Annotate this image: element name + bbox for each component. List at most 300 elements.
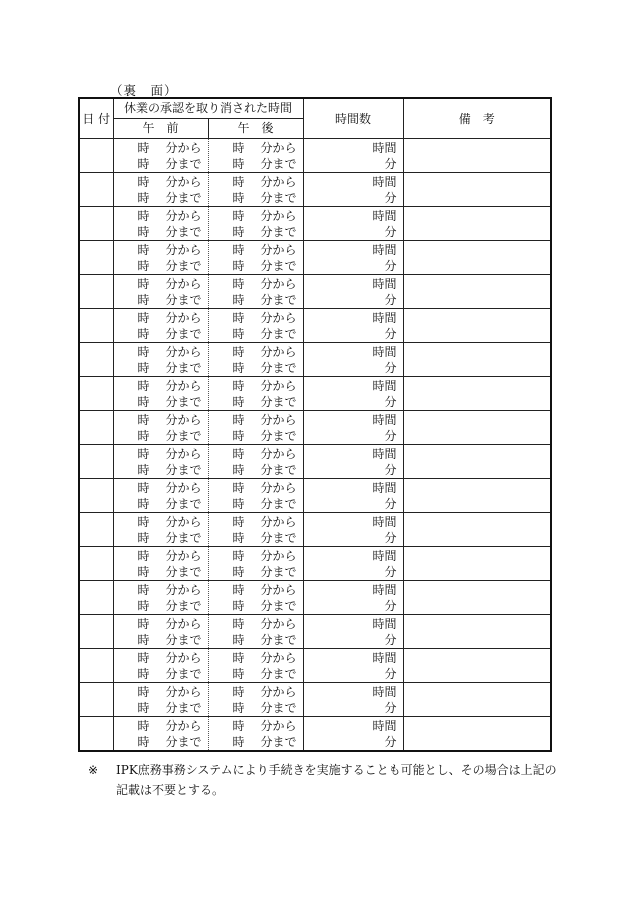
time-from-line: [209, 548, 303, 564]
hours-unit-label: 時間: [372, 650, 397, 665]
hour-label: 時: [232, 276, 245, 291]
am-time-cell[interactable]: [113, 309, 208, 343]
from-label: 分から: [165, 650, 202, 665]
hour-label: 時: [232, 734, 245, 749]
to-label: 分まで: [165, 496, 202, 511]
time-from-line: [209, 344, 303, 360]
hour-label: 時: [232, 224, 245, 239]
hour-label: 時: [137, 156, 150, 171]
date-cell[interactable]: [79, 241, 113, 275]
time-to-line: [209, 224, 303, 240]
pm-time-cell[interactable]: [208, 139, 303, 173]
from-label: 分から: [165, 684, 202, 699]
table-row: [79, 139, 551, 173]
hour-label: 時: [137, 480, 150, 495]
to-label: 分まで: [165, 394, 202, 409]
date-cell[interactable]: [79, 343, 113, 377]
hours-unit-label: 時間: [372, 446, 397, 461]
hour-label: 時: [137, 598, 150, 613]
to-label: 分まで: [165, 666, 202, 681]
hours-unit-label: 時間: [372, 684, 397, 699]
to-label: 分まで: [165, 564, 202, 579]
pm-time-cell[interactable]: [208, 173, 303, 207]
table-row: [79, 581, 551, 615]
hours-cell[interactable]: [303, 513, 403, 547]
to-label: 分まで: [260, 292, 297, 307]
time-from-line: [209, 446, 303, 462]
hours-cell[interactable]: [303, 377, 403, 411]
hour-label: 時: [232, 666, 245, 681]
minutes-unit-label: 分: [384, 700, 397, 715]
table-row: [79, 173, 551, 207]
time-from-line: [114, 616, 208, 632]
to-label: 分まで: [165, 258, 202, 273]
table-row: [79, 275, 551, 309]
table-row: [79, 377, 551, 411]
table-row: [79, 615, 551, 649]
table-row: [79, 649, 551, 683]
remarks-cell[interactable]: [403, 513, 551, 547]
hours-unit-label: 時間: [372, 582, 397, 597]
hours-cell[interactable]: [303, 309, 403, 343]
hour-label: 時: [137, 734, 150, 749]
remarks-cell[interactable]: [403, 343, 551, 377]
date-cell[interactable]: [79, 377, 113, 411]
hour-label: 時: [232, 156, 245, 171]
hour-label: 時: [137, 326, 150, 341]
time-to-line: [209, 326, 303, 342]
hour-label: 時: [137, 242, 150, 257]
to-label: 分まで: [165, 462, 202, 477]
hours-cell[interactable]: [303, 445, 403, 479]
pm-time-cell[interactable]: [208, 343, 303, 377]
am-time-cell[interactable]: [113, 513, 208, 547]
hour-label: 時: [137, 190, 150, 205]
time-from-line: [209, 480, 303, 496]
leave-cancellation-table: [78, 97, 552, 752]
time-to-line: [209, 496, 303, 512]
to-label: 分まで: [260, 462, 297, 477]
remarks-cell[interactable]: [403, 309, 551, 343]
hour-label: 時: [232, 394, 245, 409]
to-label: 分まで: [165, 156, 202, 171]
to-label: 分まで: [260, 360, 297, 375]
hours-unit-label: 時間: [372, 140, 397, 155]
date-cell[interactable]: [79, 411, 113, 445]
remarks-cell[interactable]: [403, 173, 551, 207]
footnote-text: IPK庶務事務システムにより手続きを実施することも可能とし、その場合は上記の記載は不要とする。: [116, 763, 557, 797]
to-label: 分まで: [165, 224, 202, 239]
minutes-unit-label: 分: [384, 632, 397, 647]
from-label: 分から: [165, 616, 202, 631]
hours-cell[interactable]: [303, 581, 403, 615]
hour-label: 時: [232, 292, 245, 307]
hour-label: 時: [232, 412, 245, 427]
to-label: 分まで: [260, 156, 297, 171]
time-to-line: [209, 156, 303, 172]
minutes-unit-label: 分: [384, 326, 397, 341]
minutes-unit-label: 分: [384, 666, 397, 681]
to-label: 分まで: [260, 530, 297, 545]
hours-cell[interactable]: [303, 547, 403, 581]
to-label: 分まで: [260, 564, 297, 579]
minutes-unit-label: 分: [384, 190, 397, 205]
am-time-cell[interactable]: [113, 683, 208, 717]
minutes-unit-label: 分: [384, 258, 397, 273]
date-cell[interactable]: [79, 479, 113, 513]
from-label: 分から: [165, 378, 202, 393]
hour-label: 時: [232, 258, 245, 273]
am-time-cell[interactable]: [113, 241, 208, 275]
minutes-unit-label: 分: [384, 292, 397, 307]
hour-label: 時: [232, 564, 245, 579]
pm-time-cell[interactable]: [208, 717, 303, 752]
hour-label: 時: [137, 548, 150, 563]
pm-time-cell[interactable]: [208, 513, 303, 547]
from-label: 分から: [165, 208, 202, 223]
remarks-cell[interactable]: [403, 547, 551, 581]
hours-cell[interactable]: [303, 615, 403, 649]
hour-label: 時: [137, 344, 150, 359]
hours-cell[interactable]: [303, 207, 403, 241]
pm-time-cell[interactable]: [208, 411, 303, 445]
time-from-line: [209, 276, 303, 292]
pm-time-cell[interactable]: [208, 241, 303, 275]
date-cell[interactable]: [79, 717, 113, 752]
to-label: 分まで: [165, 190, 202, 205]
to-label: 分まで: [260, 394, 297, 409]
time-from-line: [209, 208, 303, 224]
time-to-line: [209, 394, 303, 410]
pm-time-cell[interactable]: [208, 479, 303, 513]
to-label: 分まで: [260, 428, 297, 443]
hour-label: 時: [137, 462, 150, 477]
hour-label: 時: [137, 514, 150, 529]
pm-time-cell[interactable]: [208, 683, 303, 717]
footnote: [88, 760, 558, 800]
time-from-line: [209, 412, 303, 428]
hour-label: 時: [232, 514, 245, 529]
remarks-cell[interactable]: [403, 717, 551, 752]
am-time-cell[interactable]: [113, 411, 208, 445]
time-from-line: [114, 412, 208, 428]
hour-label: 時: [232, 632, 245, 647]
from-label: 分から: [165, 412, 202, 427]
hour-label: 時: [137, 666, 150, 681]
remarks-cell[interactable]: [403, 275, 551, 309]
table-row: [79, 479, 551, 513]
pm-time-cell[interactable]: [208, 649, 303, 683]
time-from-line: [114, 378, 208, 394]
minutes-unit-label: 分: [384, 734, 397, 749]
hour-label: 時: [137, 650, 150, 665]
hour-label: 時: [137, 496, 150, 511]
remarks-cell[interactable]: [403, 241, 551, 275]
time-from-line: [209, 718, 303, 734]
hours-unit-label: 時間: [372, 378, 397, 393]
hour-label: 時: [232, 530, 245, 545]
hour-label: 時: [137, 632, 150, 647]
minutes-unit-label: 分: [384, 496, 397, 511]
minutes-unit-label: 分: [384, 530, 397, 545]
date-cell[interactable]: [79, 445, 113, 479]
hour-label: 時: [137, 224, 150, 239]
time-from-line: [209, 616, 303, 632]
from-label: 分から: [165, 310, 202, 325]
to-label: 分まで: [260, 258, 297, 273]
hours-cell[interactable]: [303, 241, 403, 275]
am-time-cell[interactable]: [113, 581, 208, 615]
time-from-line: [114, 650, 208, 666]
remarks-cell[interactable]: [403, 615, 551, 649]
date-cell[interactable]: [79, 513, 113, 547]
remarks-cell[interactable]: [403, 411, 551, 445]
from-label: 分から: [260, 174, 297, 189]
hour-label: 時: [137, 394, 150, 409]
from-label: 分から: [165, 276, 202, 291]
hours-cell[interactable]: [303, 343, 403, 377]
time-to-line: [209, 564, 303, 580]
date-cell[interactable]: [79, 581, 113, 615]
hours-cell[interactable]: [303, 411, 403, 445]
hours-cell[interactable]: [303, 173, 403, 207]
from-label: 分から: [165, 174, 202, 189]
time-to-line: [114, 564, 208, 580]
header-date: 日 付: [79, 98, 113, 139]
to-label: 分まで: [165, 700, 202, 715]
time-to-line: [209, 700, 303, 716]
from-label: 分から: [260, 514, 297, 529]
hour-label: 時: [232, 360, 245, 375]
am-time-cell[interactable]: [113, 275, 208, 309]
to-label: 分まで: [165, 428, 202, 443]
time-to-line: [114, 224, 208, 240]
date-cell[interactable]: [79, 139, 113, 173]
time-from-line: [114, 446, 208, 462]
time-from-line: [114, 480, 208, 496]
pm-time-cell[interactable]: [208, 547, 303, 581]
time-to-line: [209, 428, 303, 444]
pm-time-cell[interactable]: [208, 615, 303, 649]
am-time-cell[interactable]: [113, 717, 208, 752]
time-from-line: [209, 514, 303, 530]
from-label: 分から: [260, 208, 297, 223]
date-cell[interactable]: [79, 309, 113, 343]
time-to-line: [114, 394, 208, 410]
time-from-line: [209, 582, 303, 598]
time-from-line: [114, 174, 208, 190]
hours-cell[interactable]: [303, 479, 403, 513]
from-label: 分から: [165, 480, 202, 495]
minutes-unit-label: 分: [384, 360, 397, 375]
time-to-line: [114, 700, 208, 716]
from-label: 分から: [260, 310, 297, 325]
am-time-cell[interactable]: [113, 139, 208, 173]
table-row: [79, 343, 551, 377]
hours-unit-label: 時間: [372, 344, 397, 359]
hours-unit-label: 時間: [372, 174, 397, 189]
am-time-cell[interactable]: [113, 207, 208, 241]
time-to-line: [114, 734, 208, 750]
hours-unit-label: 時間: [372, 310, 397, 325]
hours-cell[interactable]: [303, 683, 403, 717]
from-label: 分から: [165, 140, 202, 155]
pm-time-cell[interactable]: [208, 581, 303, 615]
hours-cell[interactable]: [303, 139, 403, 173]
from-label: 分から: [260, 650, 297, 665]
page-label: （裏 面）: [110, 83, 178, 98]
hour-label: 時: [232, 548, 245, 563]
from-label: 分から: [260, 344, 297, 359]
to-label: 分まで: [260, 496, 297, 511]
remarks-cell[interactable]: [403, 377, 551, 411]
to-label: 分まで: [260, 190, 297, 205]
to-label: 分まで: [165, 734, 202, 749]
time-to-line: [114, 258, 208, 274]
hour-label: 時: [137, 140, 150, 155]
hour-label: 時: [137, 378, 150, 393]
hour-label: 時: [232, 650, 245, 665]
pm-time-cell[interactable]: [208, 309, 303, 343]
date-cell[interactable]: [79, 615, 113, 649]
remarks-cell[interactable]: [403, 445, 551, 479]
date-cell[interactable]: [79, 547, 113, 581]
to-label: 分まで: [260, 734, 297, 749]
from-label: 分から: [260, 718, 297, 733]
hour-label: 時: [232, 140, 245, 155]
hour-label: 時: [137, 276, 150, 291]
hour-label: 時: [232, 208, 245, 223]
hour-label: 時: [137, 292, 150, 307]
time-from-line: [114, 140, 208, 156]
time-to-line: [209, 292, 303, 308]
hours-unit-label: 時間: [372, 276, 397, 291]
hour-label: 時: [137, 582, 150, 597]
hour-label: 時: [137, 360, 150, 375]
header-canceled-time: 休業の承認を取り消された時間: [113, 98, 303, 119]
from-label: 分から: [260, 480, 297, 495]
am-time-cell[interactable]: [113, 615, 208, 649]
hour-label: 時: [232, 462, 245, 477]
to-label: 分まで: [165, 530, 202, 545]
from-label: 分から: [260, 378, 297, 393]
header-am: 午 前: [113, 119, 208, 139]
date-cell[interactable]: [79, 207, 113, 241]
am-time-cell[interactable]: [113, 343, 208, 377]
hour-label: 時: [232, 700, 245, 715]
from-label: 分から: [260, 446, 297, 461]
am-time-cell[interactable]: [113, 479, 208, 513]
time-from-line: [114, 310, 208, 326]
time-from-line: [114, 208, 208, 224]
time-from-line: [209, 684, 303, 700]
date-cell[interactable]: [79, 649, 113, 683]
from-label: 分から: [260, 582, 297, 597]
remarks-cell[interactable]: [403, 479, 551, 513]
time-to-line: [114, 428, 208, 444]
time-from-line: [209, 174, 303, 190]
time-to-line: [114, 462, 208, 478]
from-label: 分から: [165, 548, 202, 563]
to-label: 分まで: [260, 224, 297, 239]
am-time-cell[interactable]: [113, 173, 208, 207]
minutes-unit-label: 分: [384, 462, 397, 477]
hours-unit-label: 時間: [372, 480, 397, 495]
table-row: [79, 411, 551, 445]
hour-label: 時: [137, 208, 150, 223]
hours-unit-label: 時間: [372, 514, 397, 529]
pm-time-cell[interactable]: [208, 207, 303, 241]
to-label: 分まで: [165, 632, 202, 647]
pm-time-cell[interactable]: [208, 445, 303, 479]
header-pm: 午 後: [208, 119, 303, 139]
remarks-cell[interactable]: [403, 207, 551, 241]
remarks-cell[interactable]: [403, 581, 551, 615]
hour-label: 時: [137, 446, 150, 461]
hour-label: 時: [232, 428, 245, 443]
time-to-line: [114, 530, 208, 546]
date-cell[interactable]: [79, 173, 113, 207]
hour-label: 時: [232, 718, 245, 733]
pm-time-cell[interactable]: [208, 377, 303, 411]
to-label: 分まで: [260, 598, 297, 613]
am-time-cell[interactable]: [113, 445, 208, 479]
hour-label: 時: [137, 684, 150, 699]
am-time-cell[interactable]: [113, 649, 208, 683]
from-label: 分から: [260, 140, 297, 155]
hour-label: 時: [232, 684, 245, 699]
hours-cell[interactable]: [303, 649, 403, 683]
time-to-line: [209, 462, 303, 478]
from-label: 分から: [260, 548, 297, 563]
time-from-line: [114, 684, 208, 700]
from-label: 分から: [260, 412, 297, 427]
to-label: 分まで: [165, 292, 202, 307]
hour-label: 時: [137, 616, 150, 631]
time-from-line: [209, 650, 303, 666]
time-to-line: [114, 666, 208, 682]
date-cell[interactable]: [79, 683, 113, 717]
remarks-cell[interactable]: [403, 683, 551, 717]
header-remarks: 備 考: [403, 98, 551, 139]
time-to-line: [114, 598, 208, 614]
am-time-cell[interactable]: [113, 547, 208, 581]
time-from-line: [114, 344, 208, 360]
date-cell[interactable]: [79, 275, 113, 309]
time-to-line: [114, 632, 208, 648]
hours-cell[interactable]: [303, 275, 403, 309]
hours-cell[interactable]: [303, 717, 403, 752]
time-from-line: [114, 582, 208, 598]
from-label: 分から: [165, 582, 202, 597]
time-from-line: [114, 242, 208, 258]
time-to-line: [114, 190, 208, 206]
time-to-line: [209, 530, 303, 546]
time-to-line: [209, 190, 303, 206]
pm-time-cell[interactable]: [208, 275, 303, 309]
hour-label: 時: [232, 344, 245, 359]
hours-unit-label: 時間: [372, 412, 397, 427]
am-time-cell[interactable]: [113, 377, 208, 411]
hour-label: 時: [137, 174, 150, 189]
remarks-cell[interactable]: [403, 139, 551, 173]
time-from-line: [209, 378, 303, 394]
table-row: [79, 241, 551, 275]
time-from-line: [114, 514, 208, 530]
time-to-line: [209, 632, 303, 648]
hour-label: 時: [232, 190, 245, 205]
remarks-cell[interactable]: [403, 649, 551, 683]
